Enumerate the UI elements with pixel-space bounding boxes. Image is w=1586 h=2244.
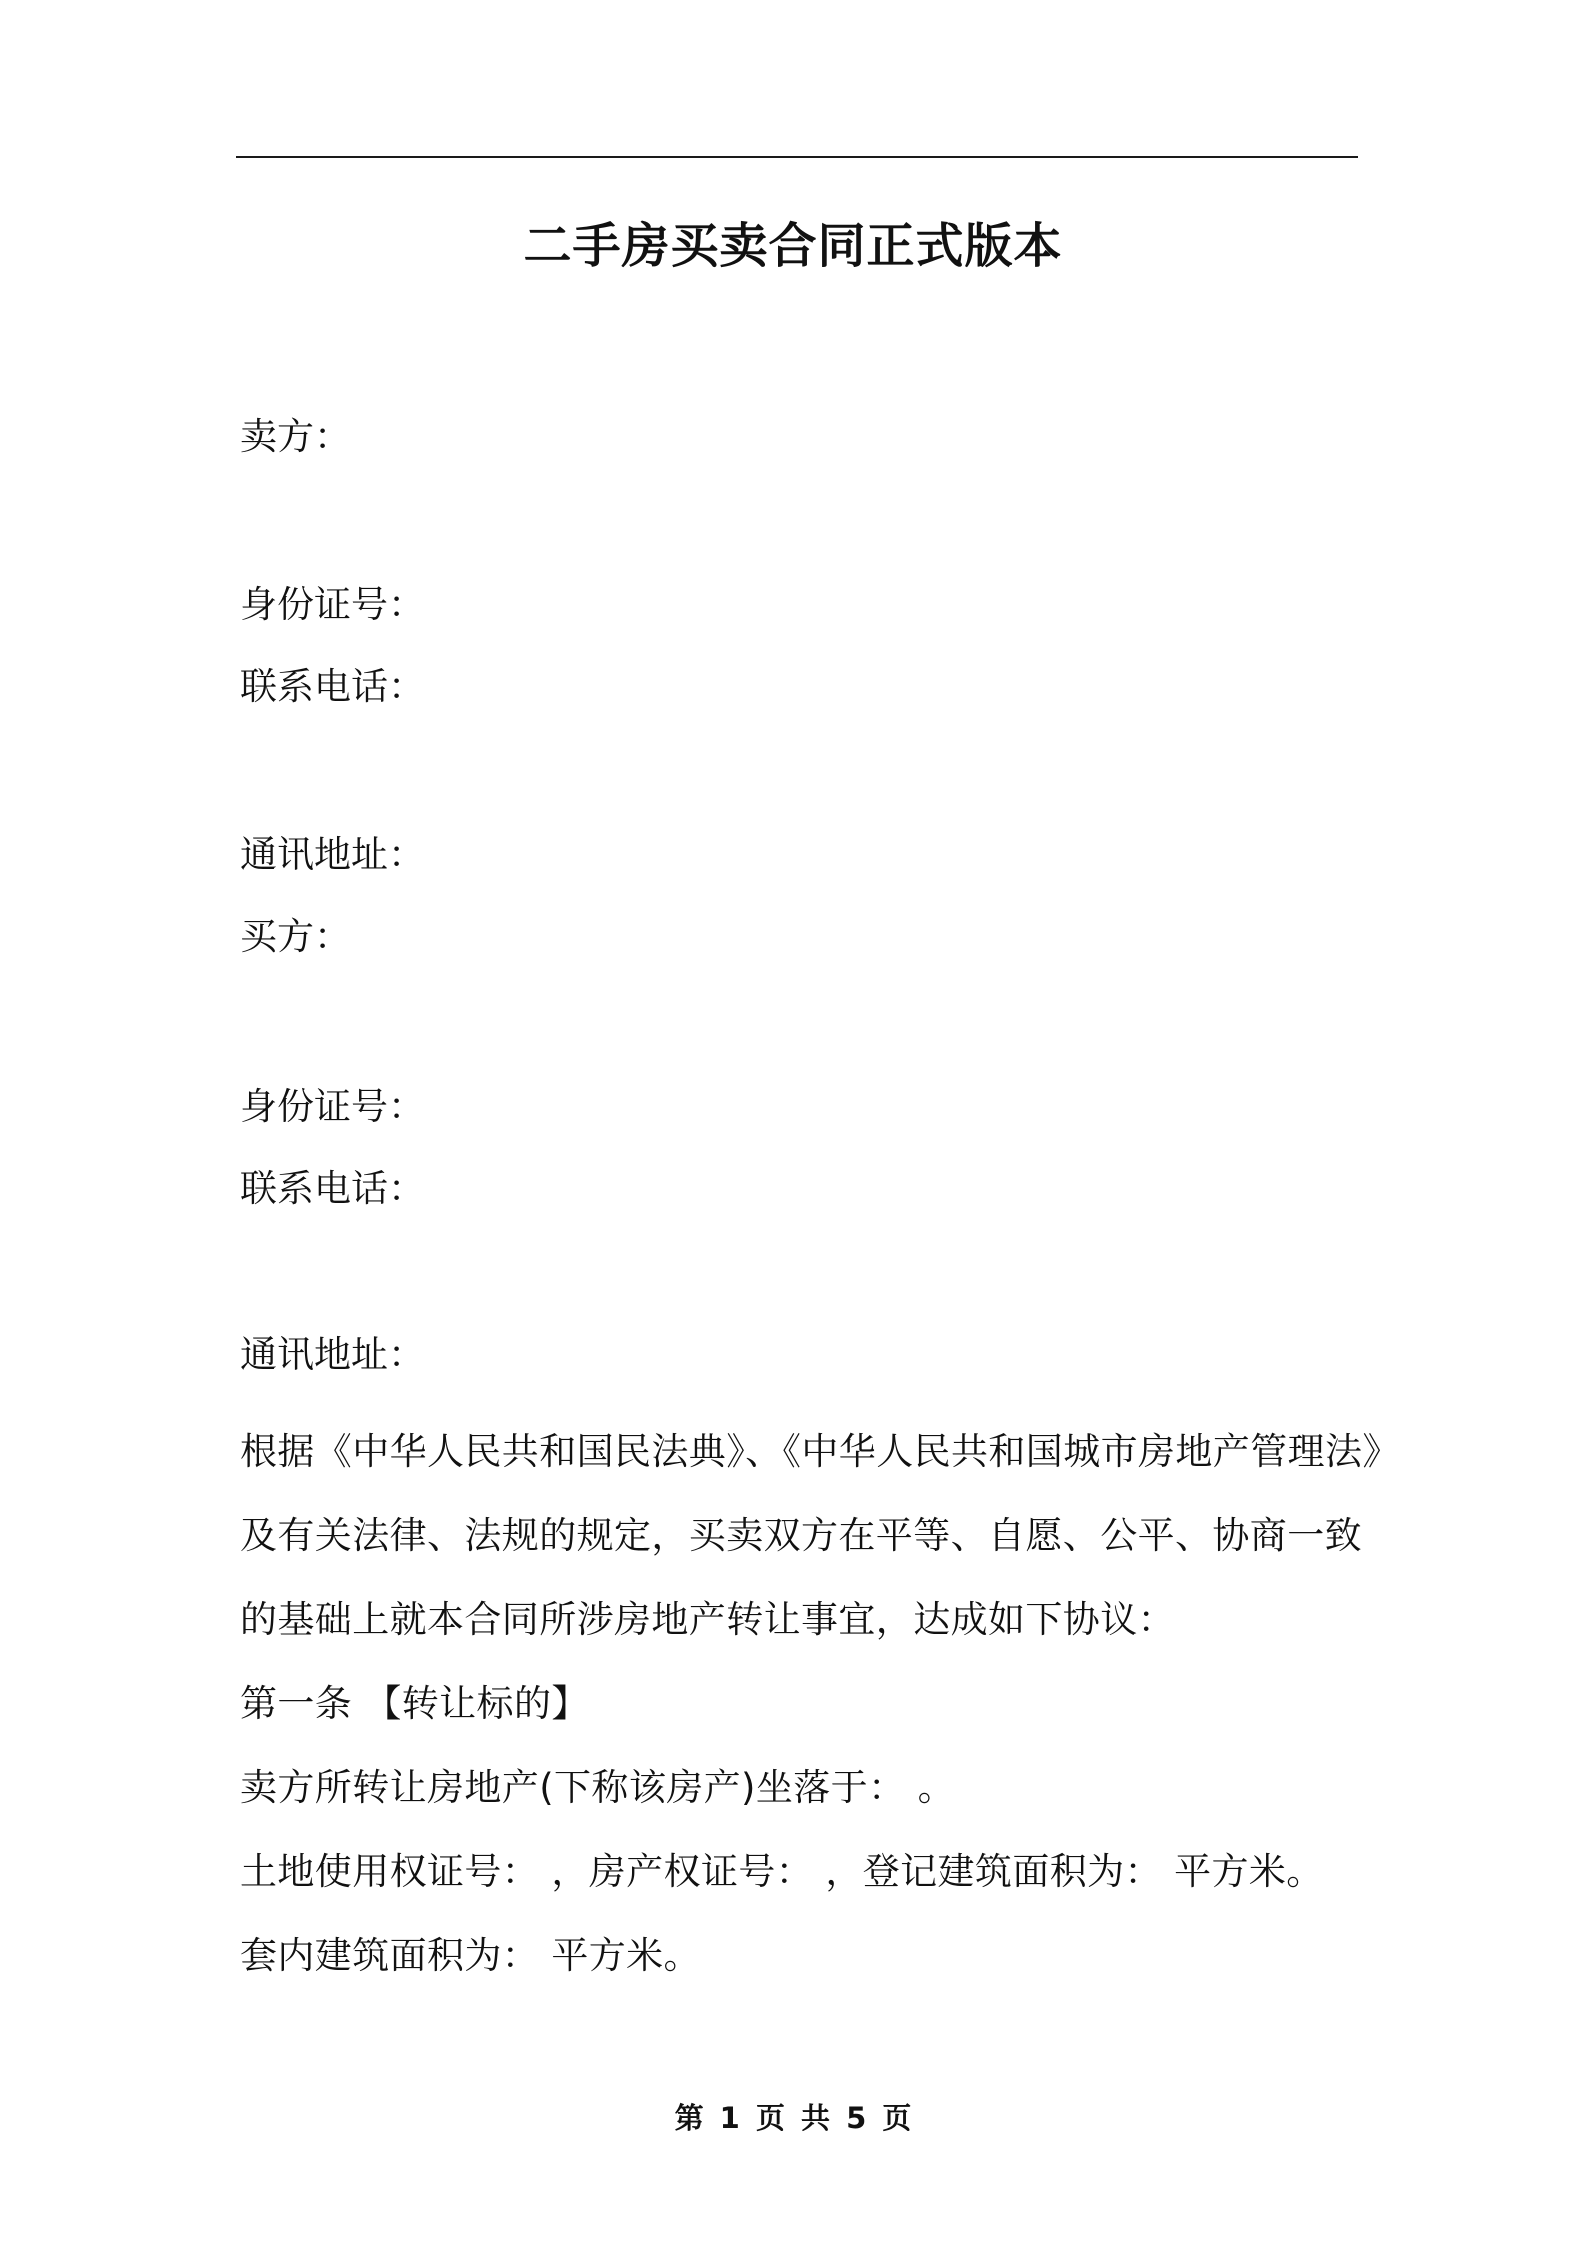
preamble-line: 的基础上就本合同所涉房地产转让事宜，达成如下协议： [240, 1598, 1175, 1641]
article1-heading: 第一条 【转让标的】 [240, 1682, 589, 1725]
buyer-name-label: 买方： [240, 915, 351, 958]
seller-phone-label: 联系电话： [240, 665, 425, 708]
buyer-id-label: 身份证号： [240, 1085, 425, 1128]
article1-line: 卖方所转让房地产(下称该房产)坐落于： 。 [240, 1766, 956, 1809]
header-rule [236, 156, 1358, 158]
seller-address-label: 通讯地址： [240, 833, 425, 876]
buyer-phone-label: 联系电话： [240, 1167, 425, 1210]
preamble-line: 根据《中华人民共和国民法典》、《中华人民共和国城市房地产管理法》 [240, 1430, 1400, 1473]
article1-line: 土地使用权证号： ，房产权证号： ，登记建筑面积为： 平方米。 [240, 1850, 1324, 1893]
document-title: 二手房买卖合同正式版本 [523, 218, 1063, 274]
preamble-line: 及有关法律、法规的规定，买卖双方在平等、自愿、公平、协商一致 [240, 1514, 1362, 1557]
contract-body [240, 1410, 1400, 1998]
seller-name-label: 卖方： [240, 415, 351, 458]
article1-line: 套内建筑面积为： 平方米。 [240, 1934, 701, 1977]
seller-id-label: 身份证号： [240, 583, 425, 626]
page-number: 第 1 页 共 5 页 [674, 2101, 912, 2135]
buyer-address-label: 通讯地址： [240, 1333, 425, 1376]
